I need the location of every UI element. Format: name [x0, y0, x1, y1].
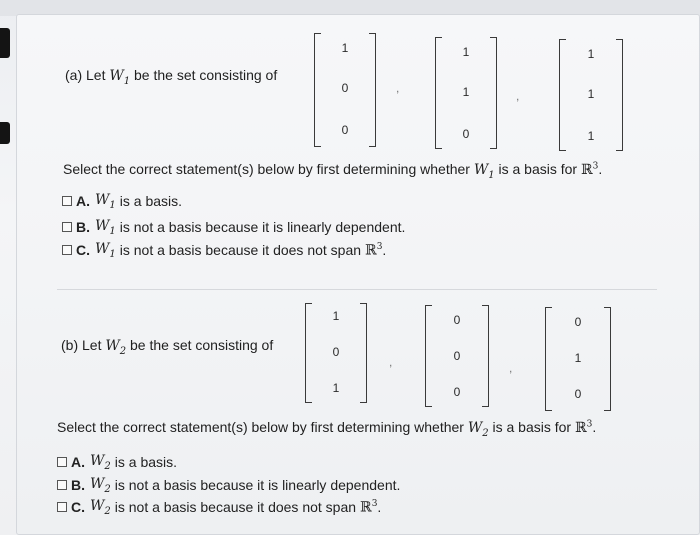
checkbox[interactable]: [62, 196, 72, 206]
vector-entry: 0: [332, 345, 340, 359]
part-b-question-prefix: Select the correct statement(s) below by first determining whether: [57, 419, 464, 435]
part-b-option-a[interactable]: A. $W_2$ is a basis.: [57, 453, 177, 472]
part-a-question-set: $W_1$: [473, 162, 495, 181]
window-edge-tab-top: [0, 28, 10, 58]
part-b-question-middle: is a basis for: [492, 419, 572, 435]
vector-entry: 0: [453, 313, 461, 327]
part-a-space-symbol: ℝ$^3$: [580, 161, 599, 178]
checkbox[interactable]: [57, 480, 67, 490]
part-a-vector-3: [559, 39, 623, 151]
part-a-prompt-suffix: be the set consisting of: [134, 67, 278, 83]
part-b-option-b[interactable]: B. $W_2$ is not a basis because it is linearly dependent.: [57, 476, 400, 495]
part-b-vector-2: [425, 305, 489, 407]
part-a-set-symbol: $W_1$: [109, 68, 131, 87]
part-a-option-c[interactable]: C. $W_1$ is not a basis because it does not span ℝ$^3$ .: [62, 241, 386, 260]
part-a-question: Select the correct statement(s) below by first determining whether $W_1$ is a basis for ℝ$^3$.: [63, 161, 603, 181]
part-b-question: Select the correct statement(s) below by first determining whether $W_2$ is a basis for ℝ$^3$.: [57, 419, 597, 439]
checkbox[interactable]: [62, 222, 72, 232]
section-divider: [57, 289, 657, 290]
part-b-vector-1: [305, 303, 367, 403]
vector-separator: ,: [396, 81, 400, 95]
part-b-space-symbol: ℝ$^3$: [574, 419, 593, 436]
vector-entry: 1: [587, 47, 595, 61]
part-a-option-a[interactable]: A. $W_1$ is a basis.: [62, 192, 182, 211]
vector-entry: 1: [332, 381, 340, 395]
vector-entry: 0: [341, 81, 349, 95]
vector-entry: 0: [462, 127, 470, 141]
checkbox[interactable]: [57, 502, 67, 512]
vector-entry: 0: [453, 385, 461, 399]
vector-separator: ,: [516, 89, 520, 103]
vector-entry: 1: [587, 129, 595, 143]
part-b-question-set: $W_2$: [467, 420, 489, 439]
part-a-question-middle: is a basis for: [498, 161, 578, 177]
checkbox[interactable]: [57, 457, 67, 467]
part-b-vector-3: [545, 307, 611, 411]
window-edge-tab-bottom: [0, 122, 10, 144]
part-b-prompt-suffix: be the set consisting of: [130, 337, 274, 353]
part-a-vector-2: [435, 37, 497, 149]
vector-entry: 0: [574, 387, 582, 401]
part-a-prompt: [65, 67, 277, 87]
part-a-vector-1: [314, 33, 376, 147]
vector-entry: 0: [574, 315, 582, 329]
part-a-question-prefix: Select the correct statement(s) below by first determining whether: [63, 161, 470, 177]
part-a-option-b[interactable]: B. $W_1$ is not a basis because it is linearly dependent.: [62, 218, 405, 237]
vector-separator: ,: [509, 361, 513, 375]
part-a-prompt-prefix: (a) Let: [65, 67, 106, 83]
vector-entry: 1: [574, 351, 582, 365]
part-b-prompt: [61, 337, 273, 357]
part-b-option-c[interactable]: C. $W_2$ is not a basis because it does not span ℝ$^3$ .: [57, 498, 381, 517]
vector-entry: 1: [462, 85, 470, 99]
question-card: [16, 14, 700, 535]
vector-entry: 0: [453, 349, 461, 363]
vector-entry: 1: [341, 41, 349, 55]
part-b-set-symbol: $W_2$: [105, 338, 127, 357]
vector-entry: 1: [332, 309, 340, 323]
vector-entry: 0: [341, 123, 349, 137]
part-b-prompt-prefix: (b) Let: [61, 337, 102, 353]
vector-separator: ,: [389, 355, 393, 369]
vector-entry: 1: [587, 87, 595, 101]
vector-entry: 1: [462, 45, 470, 59]
checkbox[interactable]: [62, 245, 72, 255]
